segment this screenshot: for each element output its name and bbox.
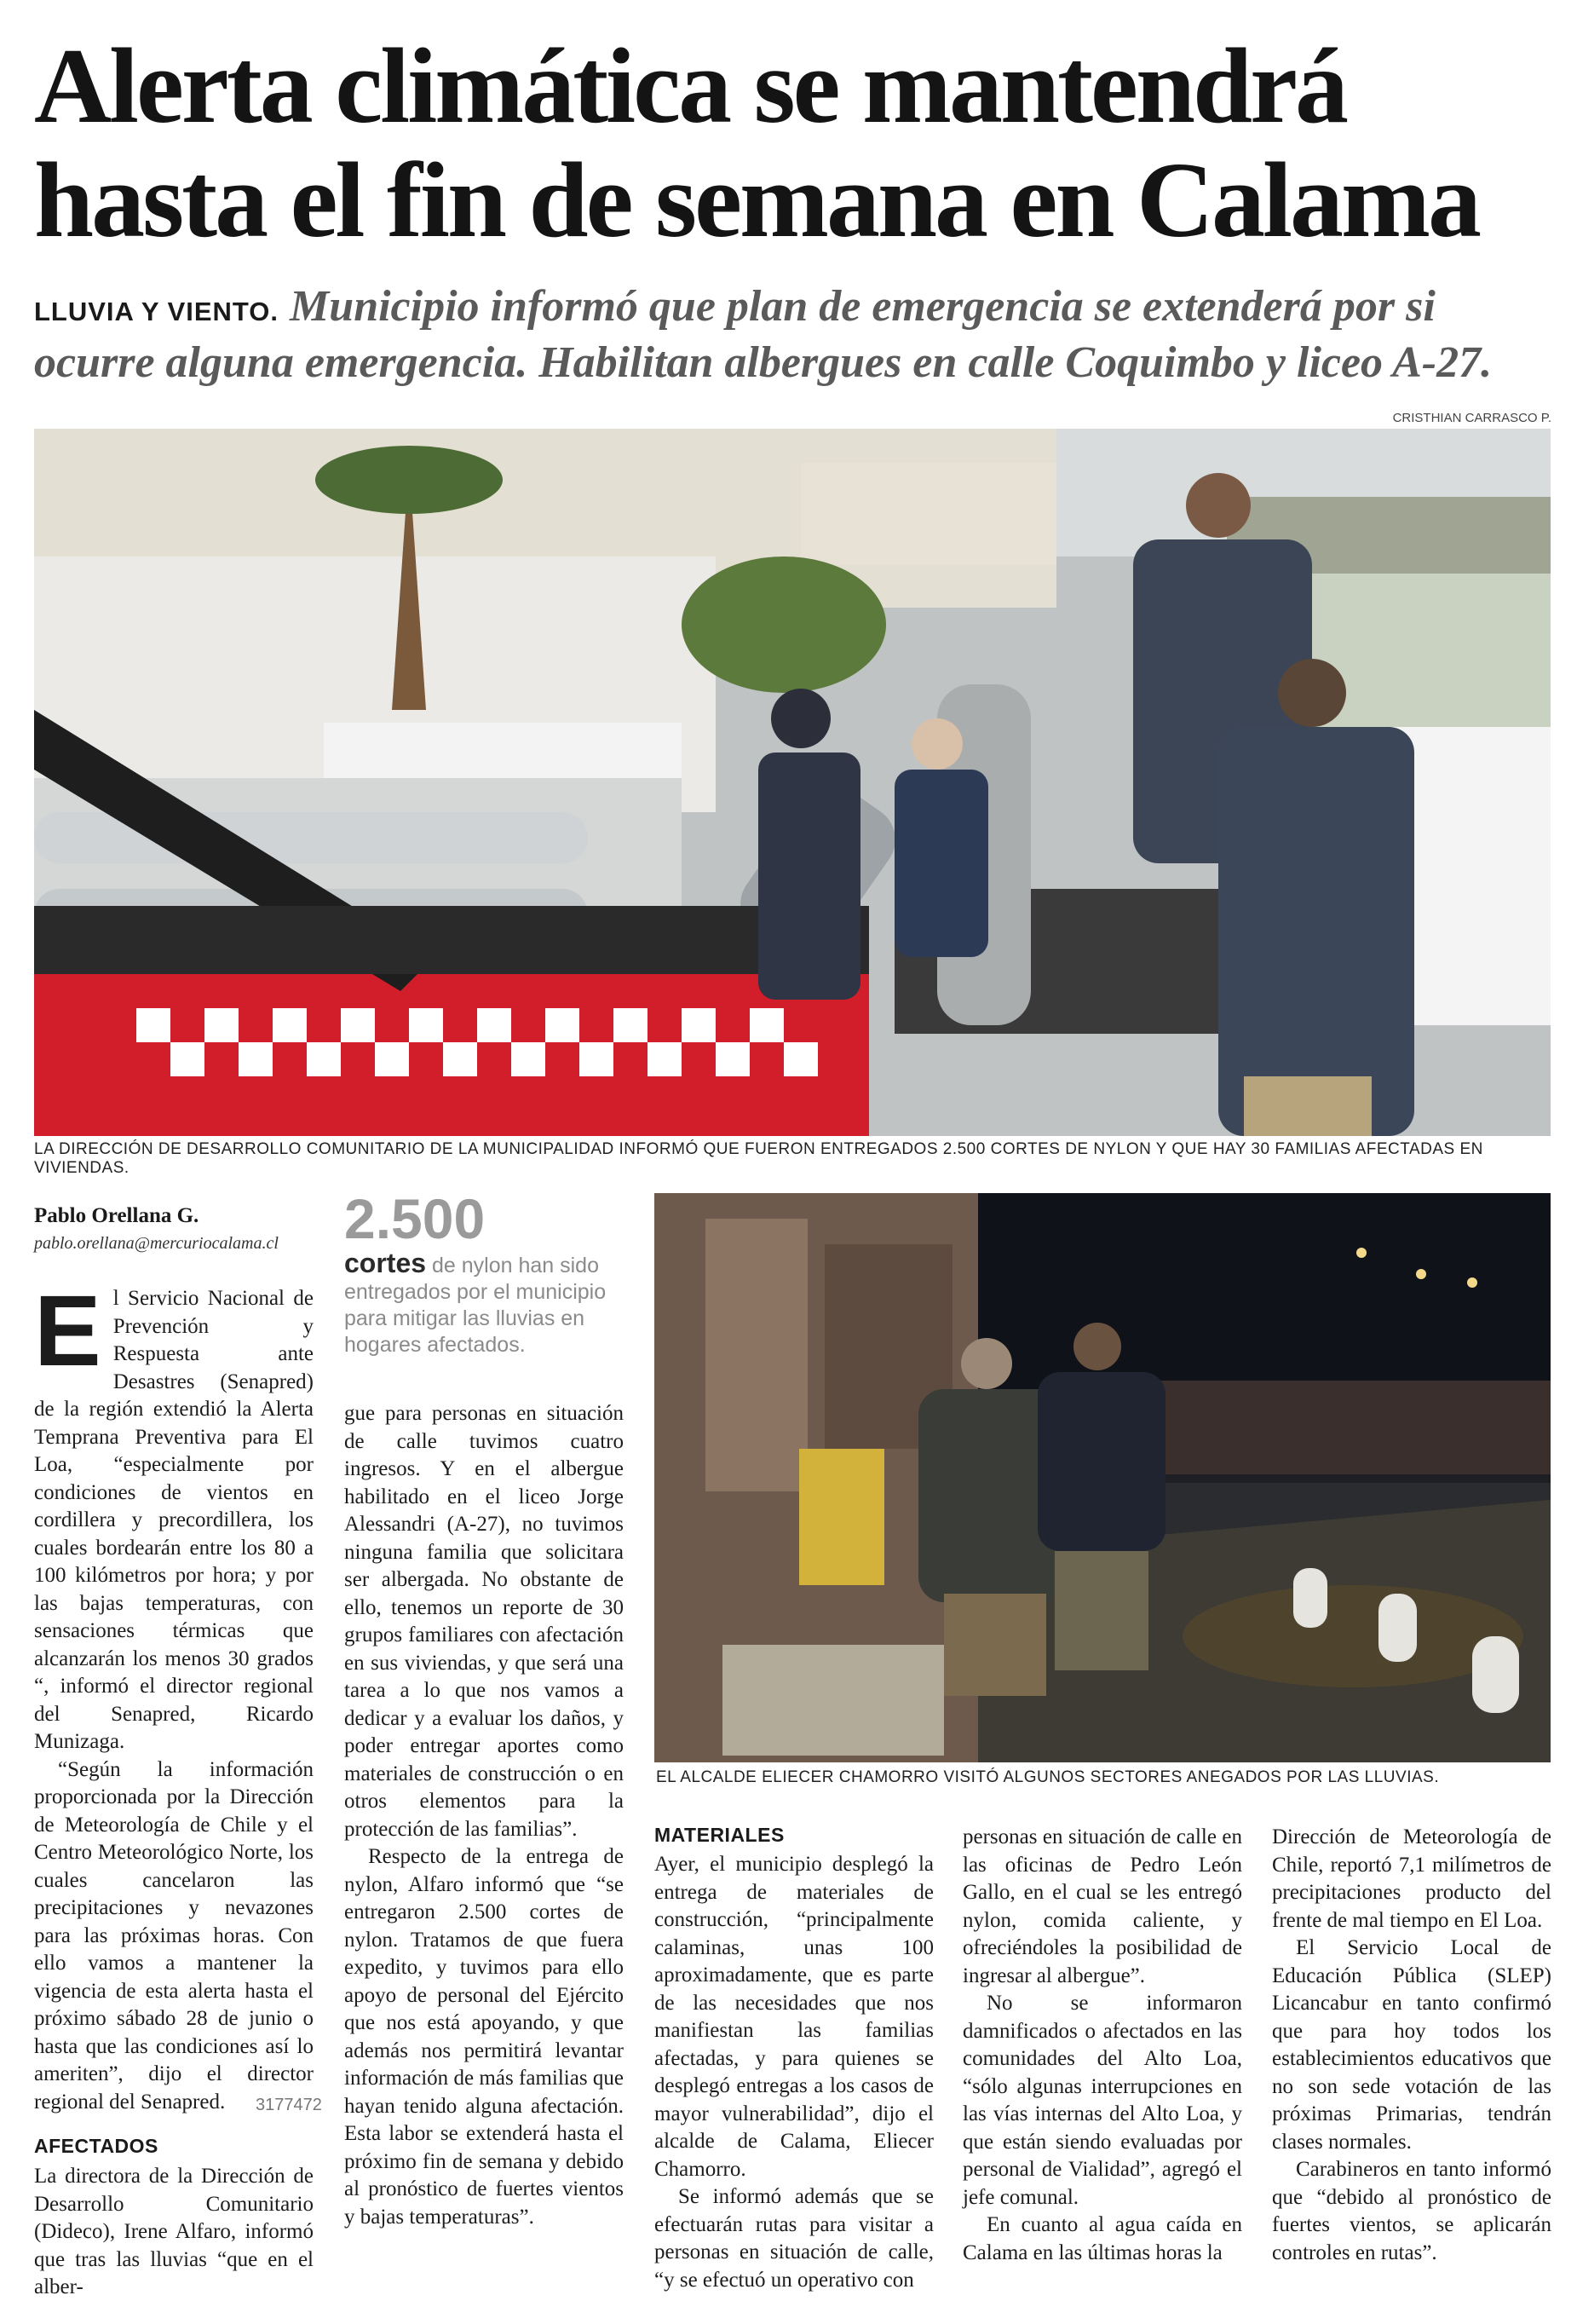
main-photo-caption: LA DIRECCIÓN DE DESARROLLO COMUNITARIO DE LA MUNICIPALIDAD INFORMÓ QUE FUERON ENTREGADOS 2.500 CORTES DE NYLON Y QUE HAY 30 FAMILIAS AFECTADAS EN VIVIENDAS. [34, 1140, 1483, 1177]
second-photo-caption: EL ALCALDE ELIECER CHAMORRO VISITÓ ALGUNOS SECTORES ANEGADOS POR LAS LLUVIAS. [656, 1768, 1440, 1786]
col2-p1: gue para personas en situación de calle tuvimos cuatro ingresos. Y en el albergue habilitado en el liceo Jorge Alessandri (A-27), no tuvimos ninguna familia que solicitara ser albergada. No obstante de ello, tenemos un reporte de 30 grupos familiares con afectación en sus viviendas, y que será una tarea a lo que nos vamos a dedicar y a evaluar los daños, y poder entregar aportes como materiales de construcción o en otros elementos para la protección de las familias”. [344, 1402, 624, 1841]
drop-cap: E [34, 1275, 101, 1387]
subhead-materiales: MATERIALES [654, 1824, 785, 1846]
stat-text: de nylon han sido entregados por el municipio para mitigar las lluvias en hogares afectados. [344, 1254, 607, 1357]
stat-text-block [344, 1250, 634, 1358]
paragraph [34, 1275, 314, 1756]
col3-p1: Ayer, el municipio desplegó la entrega de materiales de construcción, “principalmente calaminas, unas 100 aproximadamente, que es parte de las necesidades que nos manifiestan las familias afectadas, y para quienes se desplegó entregas a los casos de mayor vulnerabilidad”, dijo el alcalde de Calama, Eliecer Chamorro. [654, 1853, 934, 2181]
column-2 [344, 1400, 624, 2231]
second-photo [654, 1193, 1551, 1762]
col4-p2: No se informaron damnificados o afectados en las comunidades del Alto Loa, “sólo algunas interrupciones en las vías internas del Alto Loa, y que están siendo evaluadas por personal de Vialidad”, agregó el jefe comunal. [963, 1992, 1242, 2209]
column-4 [963, 1824, 1242, 2267]
col4-p3: En cuanto al agua caída en Calama en las últimas horas la [963, 2213, 1242, 2264]
watermark: 3177472 [256, 2096, 322, 2114]
col5-p3: Carabineros en tanto informó que “debido al pronóstico de fuertes vientos, se aplicarán controles en rutas”. [1272, 2158, 1551, 2264]
bajada [34, 281, 1559, 389]
col4-p1: personas en situación de calle en las oficinas de Pedro León Gallo, en el cual se les entregó nylon, comida caliente, y ofreciéndoles la posibilidad de ingresar al albergue”. [963, 1825, 1242, 1987]
column-1 [34, 1275, 314, 2116]
bajada-deck: Municipio informó que plan de emergencia se extenderá por si ocurre alguna emergencia. Habilitan albergues en calle Coquimbo y liceo A-27. [34, 282, 1493, 387]
headline: Alerta climática se mantendrá hasta el fin de semana en Calama [34, 27, 1479, 260]
col3-p2: Se informó además que se efectuarán rutas para visitar a personas en situación de calle, “y se efectuó un operativo con [654, 2185, 934, 2292]
col1-p2: “Según la información proporcionada por la Dirección de Meteorología de Chile y el Centro Meteorológico Norte, los cuales cancelaron las precipitaciones y nevazones para las próximas horas. Con ello vamos a mantener la vigencia de esta alerta hasta el próximo sábado 28 de junio o hasta que las condiciones así lo ameriten”, dijo el director regional del Senapred. [34, 1757, 314, 2114]
bajada-kicker: LLUVIA Y VIENTO. [34, 297, 279, 326]
byline-name: Pablo Orellana G. [34, 1204, 199, 1227]
photo-credit: CRISTHIAN CARRASCO P. [1392, 411, 1551, 425]
main-photo [34, 429, 1551, 1136]
stat-number: 2.500 [344, 1187, 486, 1250]
column-1-bottom [34, 2163, 314, 2302]
stat-bold: cortes [344, 1248, 427, 1278]
col1-p3: La directora de la Dirección de Desarrollo Comunitario (Dideco), Irene Alfaro, informó que tras las lluvias “que en el alber- [34, 2165, 314, 2298]
col1-p1: l Servicio Nacional de Prevención y Respuesta ante Desastres (Senapred) de la región extendió la Alerta Temprana Preventiva para El Loa, “especialmente por condiciones de vientos en cordillera y precordillera, los cuales bordearán entre los 80 a 100 kilómetros por hora; y por las bajas temperaturas, con sensaciones térmicas que alcanzarán los menos 30 grados “, informó el director regional del Senapred, Ricardo Munizaga. [34, 1287, 314, 1753]
col5-p1: Dirección de Meteorología de Chile, reportó 7,1 milímetros de precipitaciones producto del frente de mal tiempo en El Loa. [1272, 1825, 1551, 1932]
col2-p2: Respecto de la entrega de nylon, Alfaro informó que “se entregaron 2.500 cortes de nylon. Tratamos de que fuera expedito, y tuvimos para ello apoyo de personal del Ejército que nos está apoyando, y que además nos permitirá levantar información de más familias que hayan tenido alguna afectación. Esta labor se extenderá hasta el próximo fin de semana y debido al pronóstico de fuertes vientos y bajas temperaturas”. [344, 1845, 624, 2229]
byline-email: pablo.orellana@mercuriocalama.cl [34, 1234, 279, 1253]
column-3 [654, 1851, 934, 2294]
col5-p2: El Servicio Local de Educación Pública (SLEP) Licancabur en tanto confirmó que para hoy todos los establecimientos educativos que no son sede votación de las próximas Primarias, tendrán clases normales. [1272, 1936, 1551, 2154]
column-5 [1272, 1824, 1551, 2267]
stat-box [344, 1187, 634, 1358]
subhead-afectados: AFECTADOS [34, 2135, 158, 2157]
